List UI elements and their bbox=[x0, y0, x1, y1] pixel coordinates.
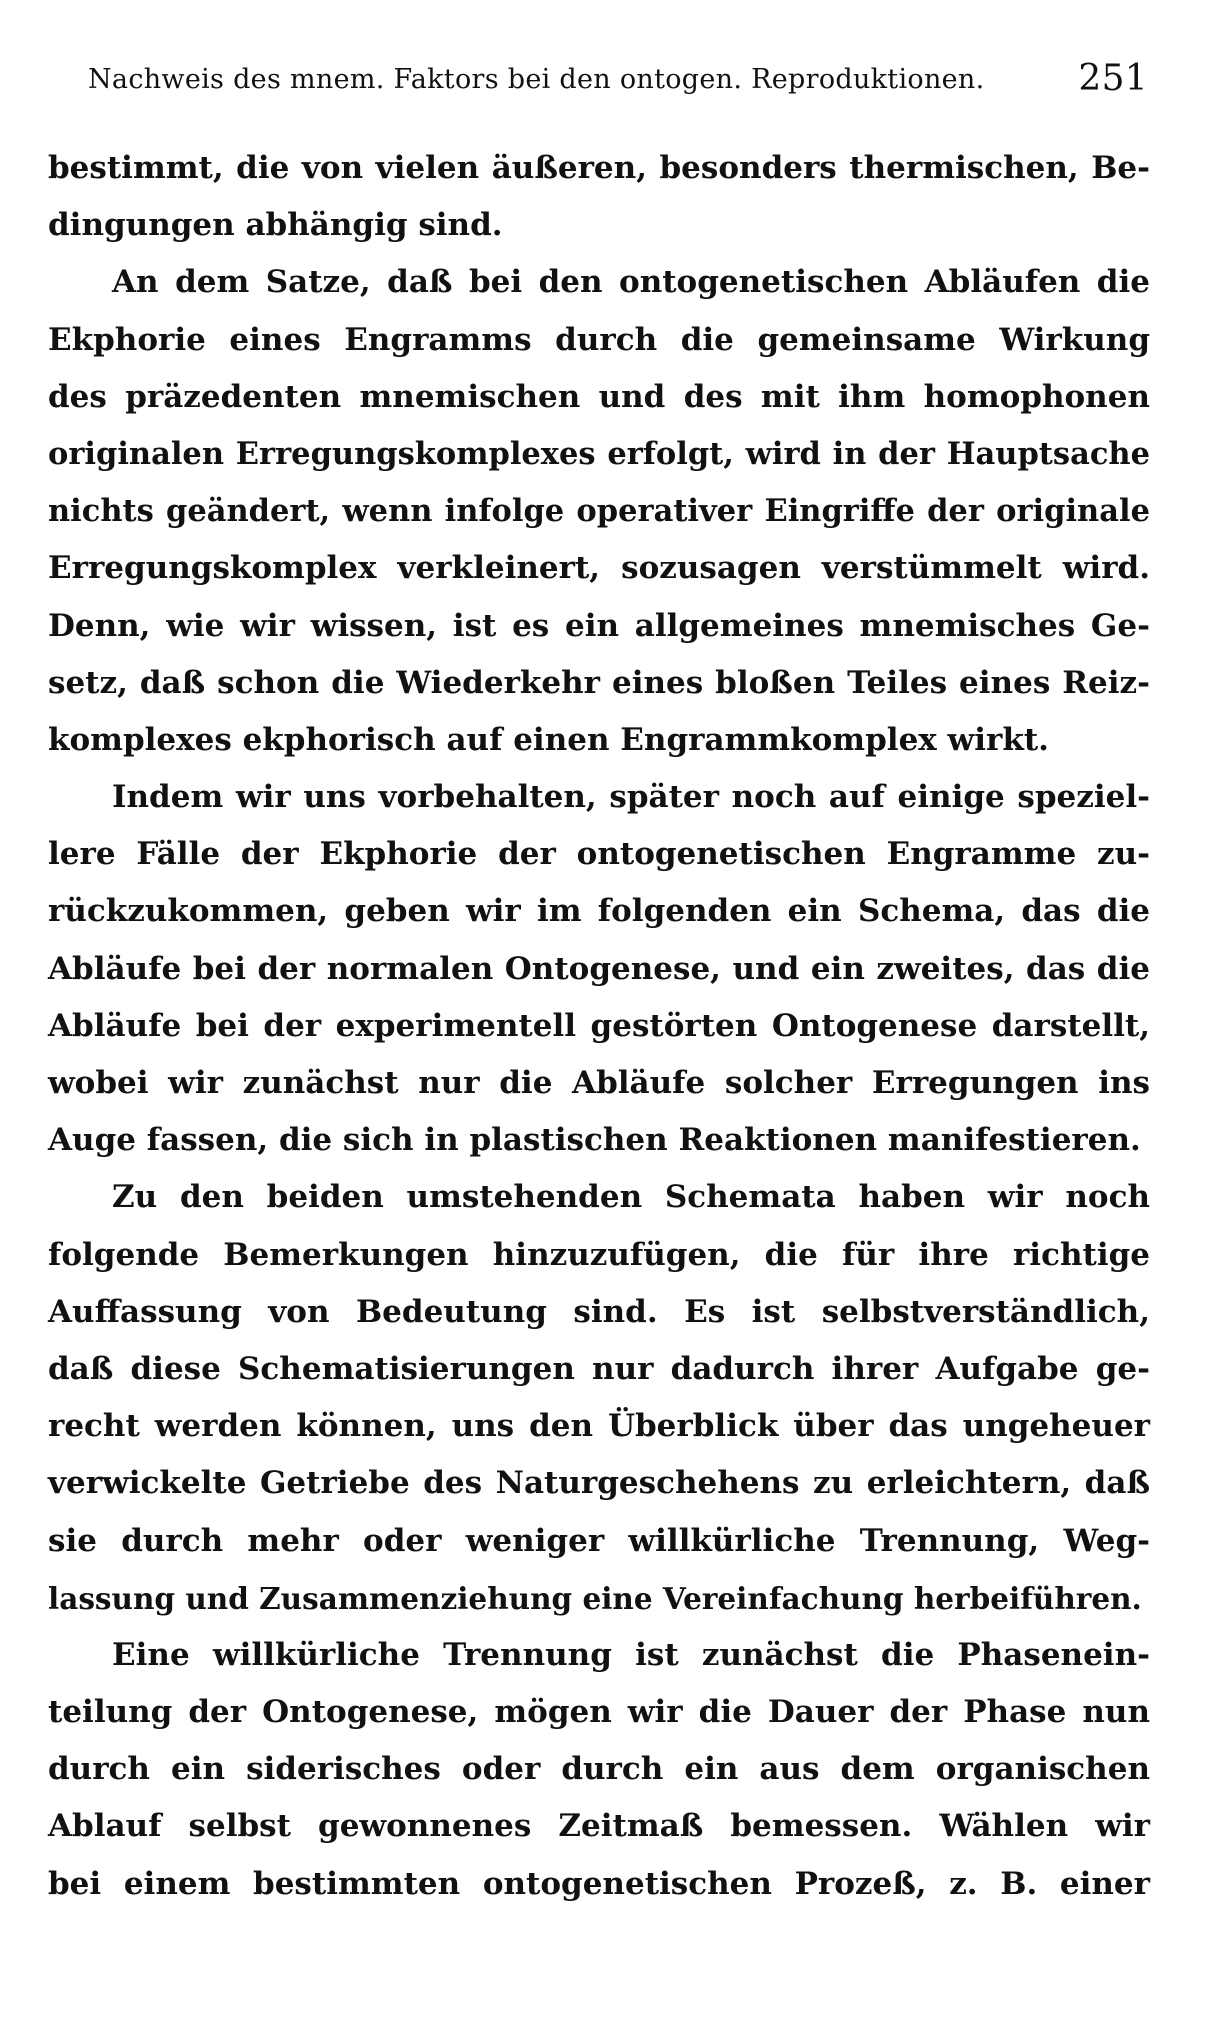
body-text bbox=[48, 140, 1150, 1913]
text-line: An dem Satze, daß bei den ontogenetischen Abläufen die bbox=[112, 264, 1150, 301]
text-line: durch ein siderisches oder durch ein aus dem organischen bbox=[48, 1751, 1150, 1788]
text-line: teilung der Ontogenese, mögen wir die Dauer der Phase nun bbox=[48, 1694, 1150, 1731]
text-line: Ekphorie eines Engramms durch die gemeinsame Wirkung bbox=[48, 321, 1150, 358]
text-line: nichts geändert, wenn infolge operativer Eingriffe der originale bbox=[48, 493, 1150, 530]
text-line: daß diese Schematisierungen nur dadurch ihrer Aufgabe ge- bbox=[48, 1350, 1150, 1387]
text-line: sie durch mehr oder weniger willkürliche Trennung, Weg- bbox=[48, 1522, 1150, 1559]
text-line: verwickelte Getriebe des Naturgeschehens zu erleichtern, daß bbox=[48, 1465, 1150, 1502]
text-line: bestimmt, die von vielen äußeren, besonders thermischen, Be- bbox=[48, 150, 1150, 186]
text-line: Zu den beiden umstehenden Schemata haben wir noch bbox=[112, 1179, 1150, 1216]
paragraph bbox=[48, 1169, 1150, 1627]
text-line: bei einem bestimmten ontogenetischen Prozeß, z. B. einer bbox=[48, 1865, 1150, 1902]
paragraph bbox=[48, 1627, 1150, 1913]
page-number: 251 bbox=[1078, 58, 1148, 99]
text-line: Denn, wie wir wissen, ist es ein allgemeines mnemisches Ge- bbox=[48, 607, 1150, 644]
text-line: komplexes ekphorisch auf einen Engrammkomplex wirkt. bbox=[48, 721, 1049, 758]
text-line: rückzukommen, geben wir im folgenden ein Schema, das die bbox=[48, 893, 1150, 930]
text-line: Erregungskomplex verkleinert, sozusagen verstümmelt wird. bbox=[48, 550, 1150, 587]
text-line: Abläufe bei der normalen Ontogenese, und ein zweites, das die bbox=[48, 950, 1150, 987]
text-line: Auge fassen, die sich in plastischen Reaktionen manifestieren. bbox=[48, 1122, 1141, 1159]
text-line: Auffassung von Bedeutung sind. Es ist selbstverständlich, bbox=[48, 1293, 1150, 1330]
text-line: Ablauf selbst gewonnenes Zeitmaß bemessen. Wählen wir bbox=[48, 1808, 1150, 1845]
paragraph bbox=[48, 140, 1150, 254]
running-title: Nachweis des mnem. Faktors bei den ontogen. Reproduktionen. bbox=[88, 64, 985, 95]
text-line: lassung und Zusammenziehung eine Vereinfachung herbeiführen. bbox=[48, 1580, 1142, 1616]
text-line: dingungen abhängig sind. bbox=[48, 207, 503, 244]
paragraph bbox=[48, 254, 1150, 769]
text-line: lere Fälle der Ekphorie der ontogenetischen Engramme zu- bbox=[48, 836, 1150, 873]
text-line: des präzedenten mnemischen und des mit ihm homophonen bbox=[48, 378, 1150, 415]
text-line: recht werden können, uns den Überblick über das ungeheuer bbox=[48, 1408, 1150, 1445]
text-line: wobei wir zunächst nur die Abläufe solcher Erregungen ins bbox=[48, 1065, 1150, 1101]
paragraph bbox=[48, 769, 1150, 1169]
text-line: setz, daß schon die Wiederkehr eines bloßen Teiles eines Reiz- bbox=[48, 664, 1150, 701]
running-head bbox=[88, 58, 1148, 108]
text-line: originalen Erregungskomplexes erfolgt, wird in der Hauptsache bbox=[48, 435, 1150, 472]
text-line: Eine willkürliche Trennung ist zunächst die Phasenein- bbox=[112, 1636, 1150, 1673]
text-line: Abläufe bei der experimentell gestörten Ontogenese darstellt, bbox=[48, 1007, 1150, 1044]
text-line: Indem wir uns vorbehalten, später noch auf einige speziel- bbox=[112, 779, 1150, 816]
text-line: folgende Bemerkungen hinzuzufügen, die für ihre richtige bbox=[48, 1236, 1150, 1273]
